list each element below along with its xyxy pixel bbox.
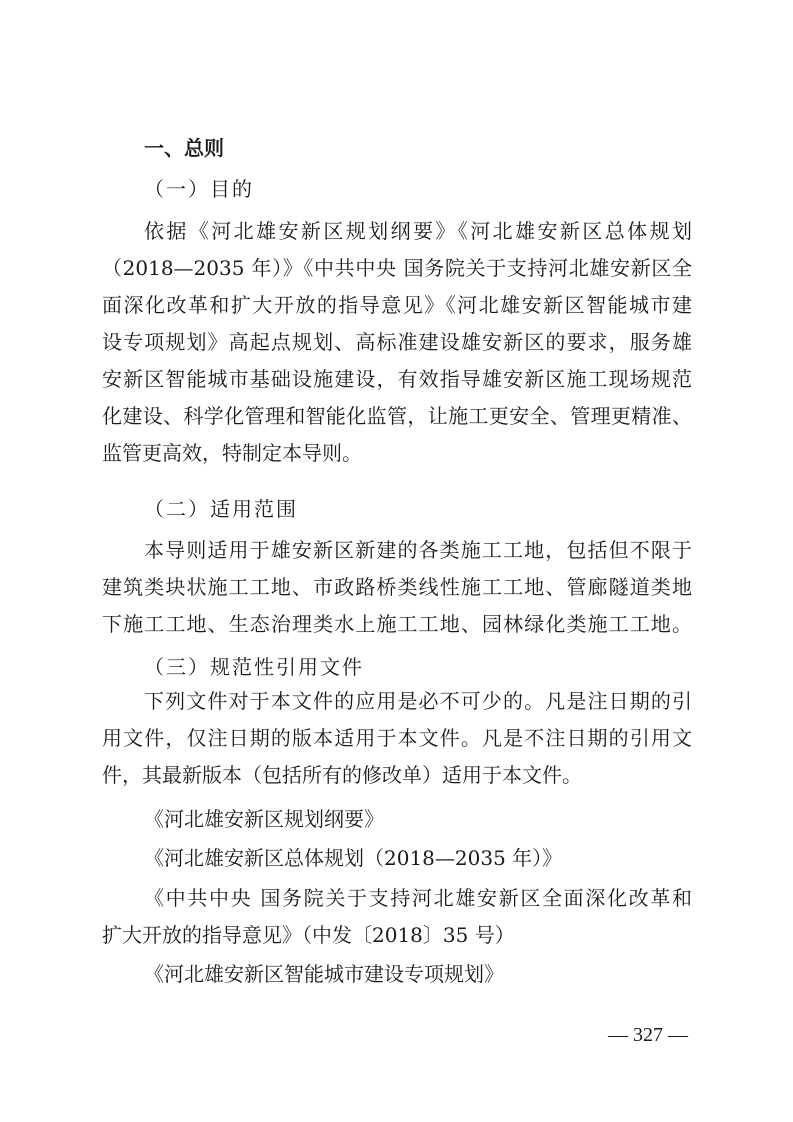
paragraph-line: 件，其最新版本（包括所有的修改单）适用于本文件。 — [102, 763, 582, 787]
paragraph-line: （2018—2035 年）》《中共中央 国务院关于支持河北雄安新区全 — [102, 256, 692, 280]
paragraph-line: 面深化改革和扩大开放的指导意见》《河北雄安新区智能城市建 — [102, 293, 692, 317]
paragraph-line: 监管更高效，特制定本导则。 — [102, 441, 362, 465]
paragraph-line: 安新区智能城市基础设施建设，有效指导雄安新区施工现场规范 — [102, 367, 692, 391]
section-title-normative-references: （三）规范性引用文件 — [144, 655, 364, 679]
section-title-scope: （二）适用范围 — [144, 497, 298, 521]
paragraph-line: 依据《河北雄安新区规划纲要》《河北雄安新区总体规划 — [144, 219, 692, 243]
section-title-purpose: （一）目的 — [144, 177, 254, 201]
paragraph-line: 化建设、科学化管理和智能化监管，让施工更安全、管理更精准、 — [102, 404, 692, 428]
reference-item: 《河北雄安新区规划纲要》 — [144, 807, 384, 831]
paragraph-line: 设专项规划》高起点规划、高标准建设雄安新区的要求，服务雄 — [102, 330, 692, 354]
paragraph-line: 下列文件对于本文件的应用是必不可少的。凡是注日期的引 — [144, 689, 692, 713]
paragraph-line: 本导则适用于雄安新区新建的各类施工工地，包括但不限于 — [144, 538, 692, 562]
reference-item: 《中共中央 国务院关于支持河北雄安新区全面深化改革和 — [144, 886, 692, 910]
reference-item-continued: 扩大开放的指导意见》（中发〔2018〕35 号） — [102, 923, 515, 947]
reference-item: 《河北雄安新区总体规划（2018—2035 年）》 — [144, 846, 563, 870]
reference-item: 《河北雄安新区智能城市建设专项规划》 — [144, 962, 504, 986]
page-number: — 327 — — [608, 1024, 688, 1046]
paragraph-line: 建筑类块状施工工地、市政路桥类线性施工工地、管廊隧道类地 — [102, 575, 692, 599]
paragraph-line: 下施工工地、生态治理类水上施工工地、园林绿化类施工工地。 — [102, 612, 692, 636]
paragraph-line: 用文件，仅注日期的版本适用于本文件。凡是不注日期的引用文 — [102, 726, 692, 750]
heading-general-provisions: 一、总则 — [144, 136, 224, 160]
